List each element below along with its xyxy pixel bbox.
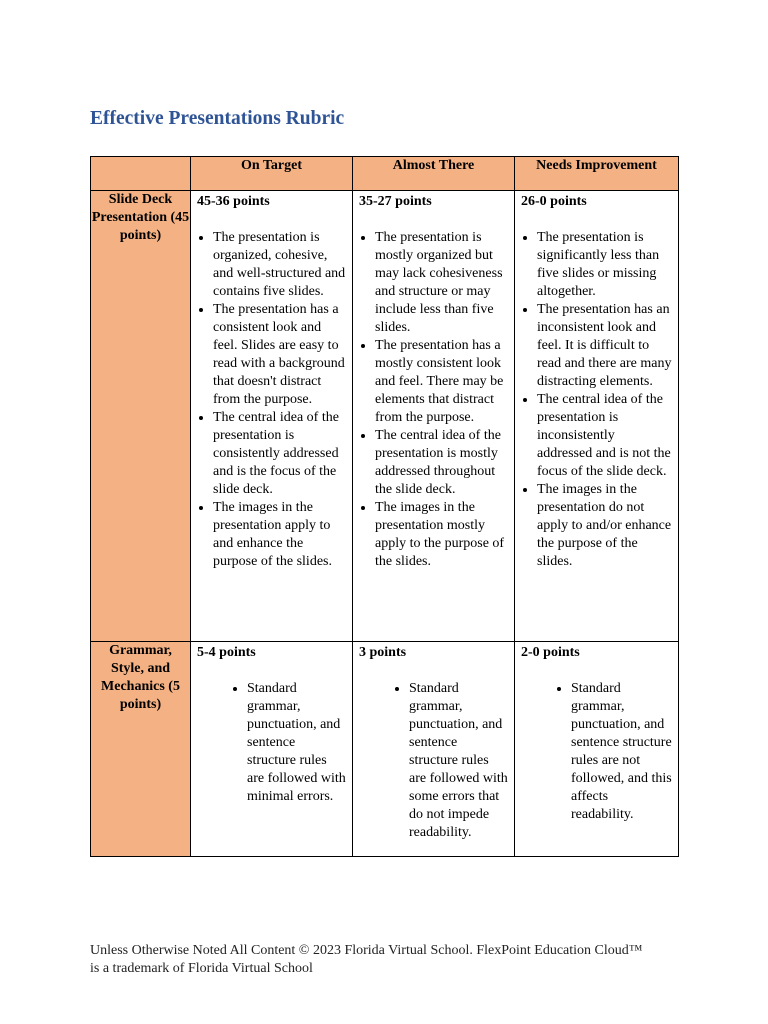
criteria-item: • The images in the presentation apply to and enhance the purpose of the slides. <box>213 499 347 571</box>
criteria-list <box>197 229 347 571</box>
criteria-item: • The presentation has an inconsistent look and feel. It is difficult to read and there are many distracting elements. <box>537 301 673 391</box>
header-almost-there: Almost There <box>353 157 515 191</box>
cell-slide-deck-on-target <box>191 191 353 642</box>
points-label: 2-0 points <box>521 645 580 660</box>
criteria-list <box>521 229 673 571</box>
criteria-item: • The images in the presentation mostly apply to the purpose of the slides. <box>375 499 509 571</box>
cell-grammar-needs-improvement <box>515 642 679 857</box>
criteria-item: • Standard grammar, punctuation, and sentence structure rules are not followed, and this affects readability. <box>571 680 673 824</box>
criteria-list <box>521 680 673 824</box>
points-label: 3 points <box>359 645 407 660</box>
header-row <box>91 157 679 191</box>
criteria-item: • The presentation has a consistent look and feel. Slides are easy to read with a background that doesn't distract from the purpose. <box>213 301 347 409</box>
table-row-slide-deck <box>91 191 679 642</box>
points-label: 35-27 points <box>359 194 432 209</box>
criteria-list <box>197 680 347 806</box>
criteria-item: • The central idea of the presentation is consistently addressed and is the focus of the slide deck. <box>213 409 347 499</box>
row-label-grammar: Grammar, Style, and Mechanics (5 points) <box>91 642 191 857</box>
document-title: Effective Presentations Rubric <box>90 108 345 129</box>
rubric-table <box>90 156 679 857</box>
cell-grammar-almost-there <box>353 642 515 857</box>
table-row-grammar <box>91 642 679 857</box>
row-label-slide-deck: Slide Deck Presentation (45 points) <box>91 191 191 642</box>
cell-slide-deck-needs-improvement <box>515 191 679 642</box>
points-label: 5-4 points <box>197 645 256 660</box>
points-label: 45-36 points <box>197 194 270 209</box>
criteria-item: • The presentation is organized, cohesive, and well-structured and contains five slides. <box>213 229 347 301</box>
criteria-item: • The images in the presentation do not apply to and/or enhance the purpose of the slides. <box>537 481 673 571</box>
points-label: 26-0 points <box>521 194 587 209</box>
criteria-list <box>359 680 509 842</box>
criteria-list <box>359 229 509 571</box>
cell-slide-deck-almost-there <box>353 191 515 642</box>
header-needs-improvement: Needs Improvement <box>515 157 679 191</box>
criteria-item: • The central idea of the presentation is inconsistently addressed and is not the focus of the slide deck. <box>537 391 673 481</box>
copyright-footer: Unless Otherwise Noted All Content © 2023 Florida Virtual School. FlexPoint Education Cloud™ is a trademark of Florida Virtual School <box>90 943 643 976</box>
criteria-item: • The presentation is mostly organized but may lack cohesiveness and structure or may include less than five slides. <box>375 229 509 337</box>
header-cell-blank <box>91 157 191 191</box>
header-on-target: On Target <box>191 157 353 191</box>
cell-grammar-on-target <box>191 642 353 857</box>
criteria-item: • The presentation is significantly less than five slides or missing altogether. <box>537 229 673 301</box>
criteria-item: • Standard grammar, punctuation, and sentence structure rules are followed with minimal errors. <box>247 680 347 806</box>
criteria-item: • The central idea of the presentation is mostly addressed throughout the slide deck. <box>375 427 509 499</box>
criteria-item: • Standard grammar, punctuation, and sentence structure rules are followed with some errors that do not impede readability. <box>409 680 509 842</box>
criteria-item: • The presentation has a mostly consistent look and feel. There may be elements that distract from the purpose. <box>375 337 509 427</box>
